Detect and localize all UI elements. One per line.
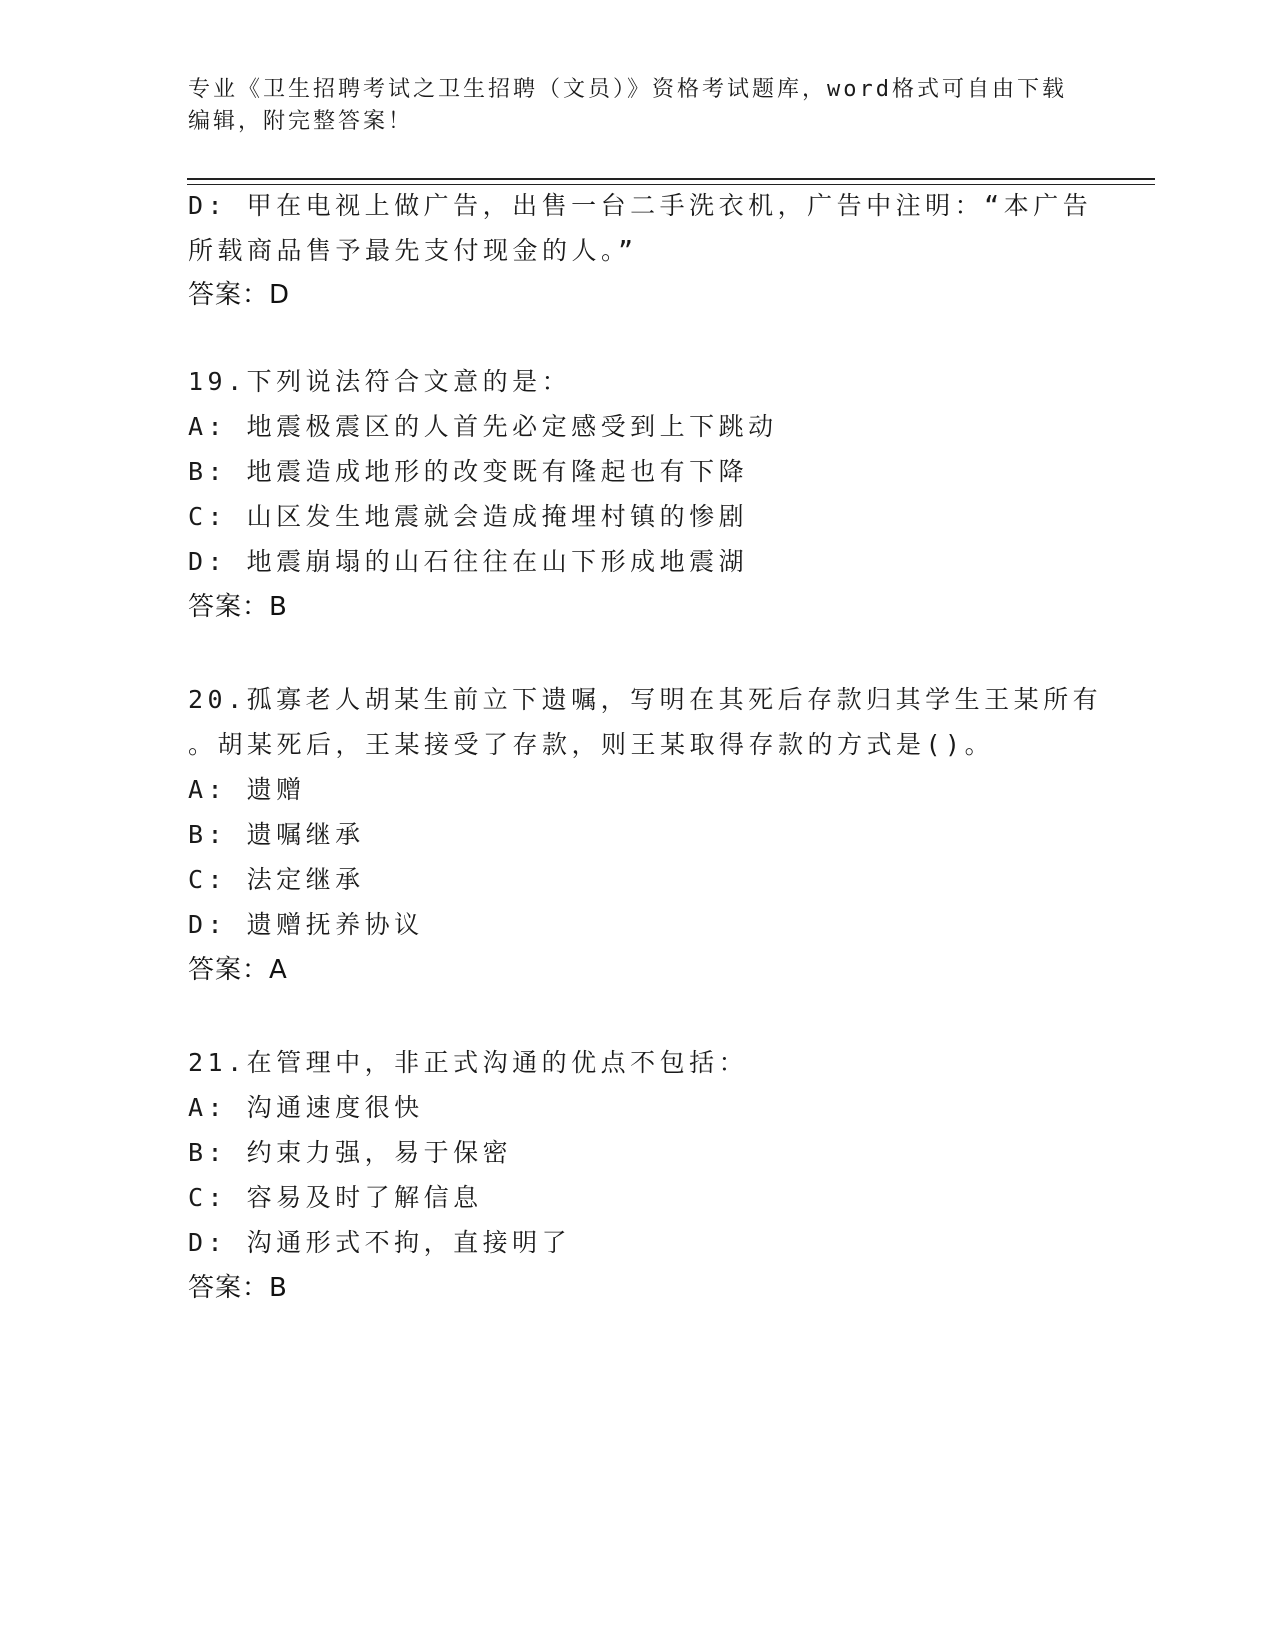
option-c: C: 山区发生地震就会造成掩埋村镇的惨剧 bbox=[188, 502, 749, 531]
answer-label: 答案：A bbox=[188, 955, 288, 985]
answer-label: 答案：D bbox=[188, 280, 291, 310]
answer-label: 答案：B bbox=[188, 1273, 288, 1303]
option-a: A: 沟通速度很快 bbox=[188, 1093, 424, 1122]
option-c: C: 容易及时了解信息 bbox=[188, 1183, 483, 1212]
question-stem: 21.在管理中，非正式沟通的优点不包括： bbox=[188, 1048, 749, 1077]
header-divider-thin bbox=[187, 184, 1155, 185]
document-header bbox=[188, 74, 1068, 138]
option-d: D: 地震崩塌的山石往往在山下形成地震湖 bbox=[188, 547, 749, 576]
option-d-line-1: D: 甲在电视上做广告，出售一台二手洗衣机，广告中注明：“本广告 bbox=[188, 191, 1093, 220]
option-a: A: 遗赠 bbox=[188, 775, 306, 804]
header-line-2: 编辑，附完整答案！ bbox=[188, 109, 414, 134]
question-stem-continued: 。胡某死后，王某接受了存款，则王某取得存款的方式是()。 bbox=[188, 730, 995, 759]
option-a: A: 地震极震区的人首先必定感受到上下跳动 bbox=[188, 412, 778, 441]
option-b: B: 遗嘱继承 bbox=[188, 820, 365, 849]
option-b: B: 地震造成地形的改变既有隆起也有下降 bbox=[188, 457, 749, 486]
answer-label: 答案：B bbox=[188, 592, 288, 622]
question-stem: 20.孤寡老人胡某生前立下遗嘱，写明在其死后存款归其学生王某所有 bbox=[188, 685, 1103, 714]
header-divider-thick bbox=[187, 178, 1155, 180]
option-d: D: 遗赠抚养协议 bbox=[188, 910, 424, 939]
header-line-1: 专业《卫生招聘考试之卫生招聘（文员）》资格考试题库，word格式可自由下载 bbox=[188, 77, 1067, 102]
option-d: D: 沟通形式不拘，直接明了 bbox=[188, 1228, 572, 1257]
question-stem: 19.下列说法符合文意的是： bbox=[188, 367, 572, 396]
option-b: B: 约束力强，易于保密 bbox=[188, 1138, 513, 1167]
option-d-line-2: 所载商品售予最先支付现金的人。” bbox=[188, 236, 638, 265]
option-c: C: 法定继承 bbox=[188, 865, 365, 894]
